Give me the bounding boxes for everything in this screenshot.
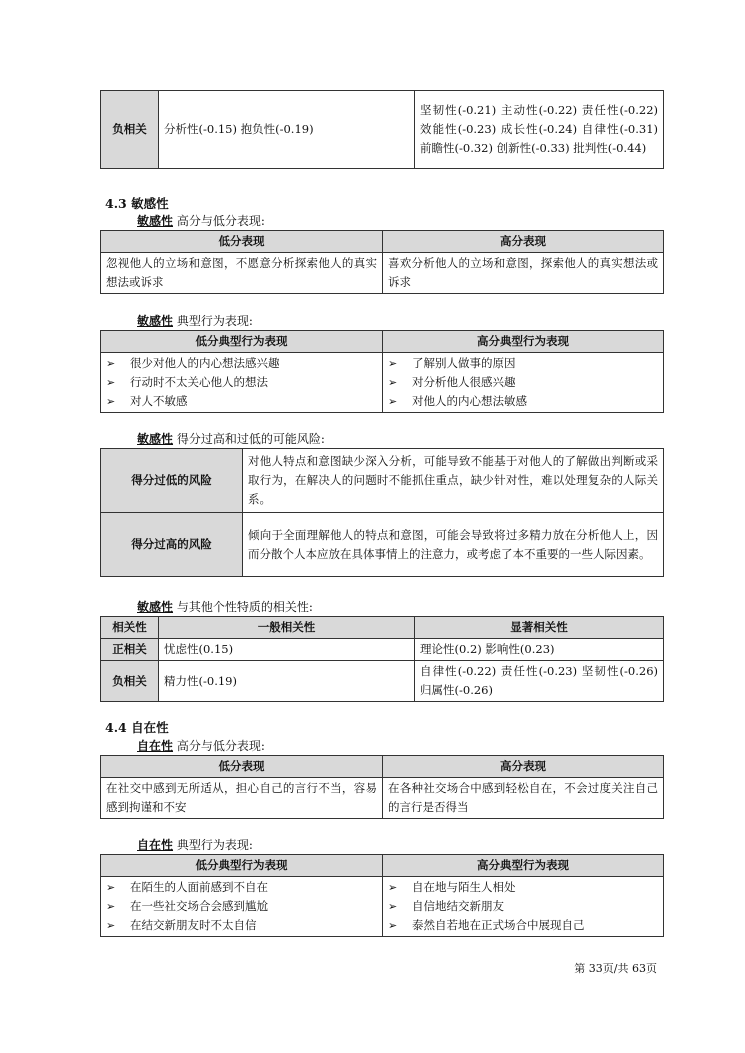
list-item: ➢ 自信地结交新朋友 xyxy=(388,897,658,916)
caption-typical-4-3 xyxy=(137,312,253,329)
caption-typical-4-4 xyxy=(137,836,253,853)
trait-name: 自在性 xyxy=(137,838,174,852)
negative-general-cell: 精力性(-0.19) xyxy=(159,661,415,702)
low-typical-header: 低分典型行为表现 xyxy=(101,855,383,877)
high-typical-list xyxy=(383,877,664,937)
positive-correlation-label: 正相关 xyxy=(101,639,159,661)
arrow-bullet-icon: ➢ xyxy=(106,376,116,389)
caption-text: 高分与低分表现: xyxy=(176,214,265,228)
highlow-table-4-3 xyxy=(100,230,664,294)
correlation-table-4-3 xyxy=(100,616,664,702)
negative-significant-cell: 自律性(-0.22) 责任性(-0.23) 坚韧性(-0.26) 归属性(-0.26) xyxy=(415,661,664,702)
typical-behavior-table-4-4 xyxy=(100,854,664,937)
list-item: ➢ 行动时不太关心他人的想法 xyxy=(106,373,377,392)
general-correlation-cell: 分析性(-0.15) 抱负性(-0.19) xyxy=(159,91,415,169)
caption-risk-4-3 xyxy=(137,430,325,447)
caption-text: 典型行为表现: xyxy=(176,838,253,852)
high-typical-list xyxy=(383,353,664,413)
list-item: ➢ 了解别人做事的原因 xyxy=(388,354,658,373)
trait-name: 敏感性 xyxy=(137,432,174,446)
caption-text: 高分与低分表现: xyxy=(176,739,265,753)
high-description: 在各种社交场合中感到轻松自在，不会过度关注自己的言行是否得当 xyxy=(383,778,664,819)
low-description: 在社交中感到无所适从，担心自己的言行不当，容易感到拘谨和不安 xyxy=(101,778,383,819)
arrow-bullet-icon: ➢ xyxy=(106,881,116,894)
typical-behavior-table-4-3 xyxy=(100,330,664,413)
negative-correlation-label: 负相关 xyxy=(101,91,159,169)
page-number: 第 33页/共 63页 xyxy=(574,962,657,975)
low-header: 低分表现 xyxy=(101,231,383,253)
high-header: 高分表现 xyxy=(383,231,664,253)
significant-correlation-cell: 坚韧性(-0.21) 主动性(-0.22) 责任性(-0.22) 效能性(-0.23) 成长性(-0.24) 自律性(-0.31) 前瞻性(-0.32) 创新性(-0.33) 批判性(-0.44) xyxy=(415,91,664,169)
low-risk-text: 对他人特点和意图缺少深入分析，可能导致不能基于对他人的了解做出判断或采取行为，在解决人的问题时不能抓住重点，缺少针对性，难以处理复杂的人际关系。 xyxy=(243,449,664,513)
high-header: 高分表现 xyxy=(383,756,664,778)
list-item: ➢ 在陌生的人面前感到不自在 xyxy=(106,878,377,897)
arrow-bullet-icon: ➢ xyxy=(388,919,398,932)
low-typical-list xyxy=(101,353,383,413)
low-header: 低分表现 xyxy=(101,756,383,778)
high-description: 喜欢分析他人的立场和意图，探索他人的真实想法或诉求 xyxy=(383,253,664,294)
arrow-bullet-icon: ➢ xyxy=(388,395,398,408)
list-item: ➢ 在一些社交场合会感到尴尬 xyxy=(106,897,377,916)
correlation-type-header: 相关性 xyxy=(101,617,159,639)
arrow-bullet-icon: ➢ xyxy=(388,376,398,389)
high-typical-header: 高分典型行为表现 xyxy=(383,855,664,877)
caption-highlow-4-3 xyxy=(137,212,265,229)
positive-significant-cell: 理论性(0.2) 影响性(0.23) xyxy=(415,639,664,661)
arrow-bullet-icon: ➢ xyxy=(106,357,116,370)
trait-name: 敏感性 xyxy=(137,314,174,328)
prev-correlation-table xyxy=(100,90,664,169)
list-item: ➢ 泰然自若地在正式场合中展现自己 xyxy=(388,916,658,935)
section-heading-4-4: 4.4 自在性 xyxy=(105,720,169,735)
list-item: ➢ 对分析他人很感兴趣 xyxy=(388,373,658,392)
arrow-bullet-icon: ➢ xyxy=(106,900,116,913)
low-risk-label: 得分过低的风险 xyxy=(101,449,243,513)
list-item: ➢ 自在地与陌生人相处 xyxy=(388,878,658,897)
caption-text: 得分过高和过低的可能风险: xyxy=(176,432,325,446)
general-correlation-header: 一般相关性 xyxy=(159,617,415,639)
list-item: ➢ 对人不敏感 xyxy=(106,392,377,411)
significant-correlation-header: 显著相关性 xyxy=(415,617,664,639)
caption-text: 典型行为表现: xyxy=(176,314,253,328)
list-item: ➢ 对他人的内心想法敏感 xyxy=(388,392,658,411)
low-typical-list xyxy=(101,877,383,937)
trait-name: 自在性 xyxy=(137,739,174,753)
negative-correlation-label: 负相关 xyxy=(101,661,159,702)
high-typical-header: 高分典型行为表现 xyxy=(383,331,664,353)
caption-corr-4-3 xyxy=(137,598,313,615)
positive-general-cell: 忧虑性(0.15) xyxy=(159,639,415,661)
arrow-bullet-icon: ➢ xyxy=(388,900,398,913)
high-risk-text: 倾向于全面理解他人的特点和意图，可能会导致将过多精力放在分析他人上，因而分散个人本应放在具体事情上的注意力，或考虑了本不重要的一些人际因素。 xyxy=(243,513,664,577)
arrow-bullet-icon: ➢ xyxy=(106,919,116,932)
arrow-bullet-icon: ➢ xyxy=(106,395,116,408)
low-description: 忽视他人的立场和意图，不愿意分析探索他人的真实想法或诉求 xyxy=(101,253,383,294)
highlow-table-4-4 xyxy=(100,755,664,819)
caption-text: 与其他个性特质的相关性: xyxy=(176,600,313,614)
high-risk-label: 得分过高的风险 xyxy=(101,513,243,577)
section-heading-4-3: 4.3 敏感性 xyxy=(105,196,169,211)
low-typical-header: 低分典型行为表现 xyxy=(101,331,383,353)
trait-name: 敏感性 xyxy=(137,214,174,228)
list-item: ➢ 在结交新朋友时不太自信 xyxy=(106,916,377,935)
trait-name: 敏感性 xyxy=(137,600,174,614)
arrow-bullet-icon: ➢ xyxy=(388,357,398,370)
risk-table-4-3 xyxy=(100,448,664,577)
caption-highlow-4-4 xyxy=(137,737,265,754)
arrow-bullet-icon: ➢ xyxy=(388,881,398,894)
list-item: ➢ 很少对他人的内心想法感兴趣 xyxy=(106,354,377,373)
